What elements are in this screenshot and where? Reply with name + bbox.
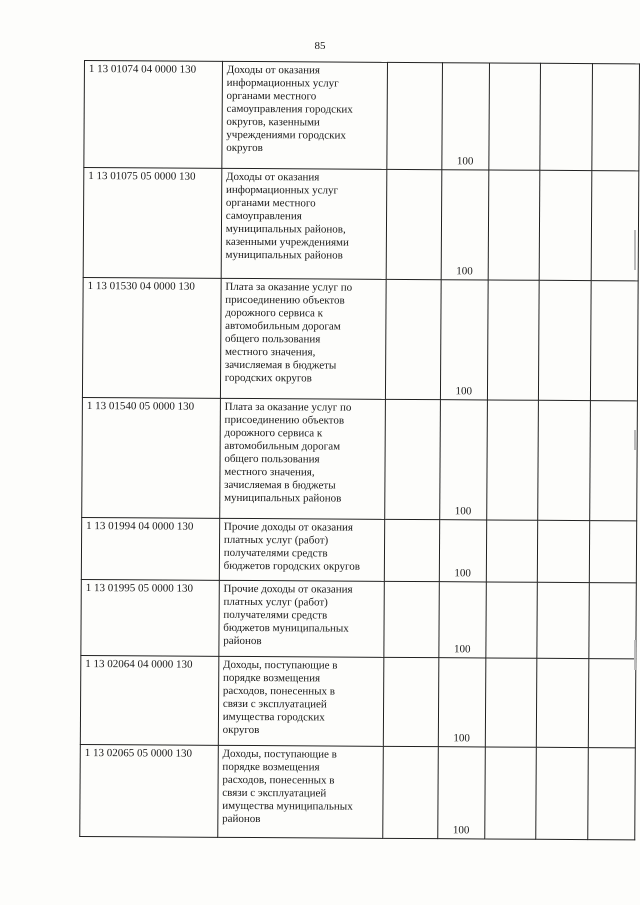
revenue-name-line: округов: [222, 723, 260, 737]
revenue-name-line: Доходы от оказания: [226, 170, 320, 184]
empty-cell: [591, 281, 639, 401]
empty-cell: [488, 170, 539, 280]
table-body: [80, 61, 640, 840]
empty-cell: [485, 747, 536, 839]
revenue-name-line: органами местного: [226, 89, 317, 103]
budget-code-cell: 1 13 01995 05 0000 130: [81, 579, 219, 656]
scan-artifact: [634, 230, 636, 270]
revenue-name-cell: [220, 278, 386, 399]
revenue-name-line: дорожного сервиса к: [225, 306, 324, 320]
revenue-name-line: платных услуг (работ): [223, 595, 328, 609]
empty-cell: [537, 400, 590, 520]
revenue-name-line: имущества городских: [222, 710, 325, 724]
revenue-name-line: органами местного: [225, 196, 316, 210]
table-row: [81, 579, 636, 658]
revenue-name-cell: [218, 656, 384, 746]
empty-cell: [536, 658, 589, 747]
revenue-name-line: округов: [226, 141, 263, 155]
revenue-name-line: округов, казенными: [226, 115, 320, 129]
empty-cell: [537, 520, 590, 582]
revenue-name-line: расходов, понесенных в: [222, 773, 335, 787]
revenue-name-line: Прочие доходы от оказания: [223, 520, 354, 534]
revenue-name-line: учреждениями городских: [226, 128, 346, 142]
empty-cell: [485, 658, 536, 747]
revenue-name-line: присоединению объектов: [224, 413, 345, 427]
revenue-name-line: Прочие доходы от оказания: [223, 582, 353, 596]
empty-cell: [589, 583, 636, 659]
revenue-name-line: муниципальных районов: [224, 491, 342, 505]
revenue-name-line: порядке возмещения: [222, 671, 321, 685]
table-row: [84, 61, 640, 171]
empty-cell: [489, 63, 540, 170]
empty-cell: [383, 657, 438, 746]
empty-cell: [588, 659, 635, 748]
empty-cell: [540, 63, 593, 170]
revenue-name-cell: [219, 580, 385, 657]
percent-value-cell: 100: [441, 63, 489, 170]
table-row: [81, 517, 636, 582]
percent-value-cell: 100: [437, 747, 485, 839]
budget-code-cell: 1 13 02065 05 0000 130: [80, 744, 218, 837]
revenue-name-cell: [218, 745, 384, 838]
percent-value-cell: 100: [438, 582, 486, 658]
scan-artifact: [634, 430, 636, 450]
budget-code-cell: 1 13 01540 05 0000 130: [82, 397, 220, 518]
empty-cell: [486, 520, 537, 582]
empty-cell: [589, 521, 636, 583]
revenue-name-line: дорожного сервиса к: [224, 426, 323, 440]
revenue-name-cell: [222, 61, 388, 169]
revenue-name-line: городских округов: [224, 371, 312, 385]
revenue-name-line: Плата за оказание услуг по: [225, 280, 353, 294]
empty-cell: [535, 747, 588, 839]
percent-value-cell: 100: [439, 400, 487, 520]
revenue-name-line: самоуправления городских: [226, 102, 353, 116]
revenue-name-line: бюджетов муниципальных: [223, 621, 349, 635]
revenue-name-line: общего пользования: [224, 452, 320, 466]
empty-cell: [385, 399, 440, 519]
empty-cell: [588, 748, 635, 840]
empty-cell: [386, 169, 441, 279]
revenue-name-line: платных услуг (работ): [223, 533, 329, 547]
page-number: 85: [314, 40, 326, 52]
revenue-name-line: муниципальных районов,: [225, 222, 346, 236]
revenue-name-line: районов: [223, 634, 262, 648]
revenue-name-line: общего пользования: [225, 332, 321, 346]
empty-cell: [537, 582, 590, 658]
revenue-name-line: муниципальных районов: [225, 248, 343, 262]
revenue-name-cell: [219, 398, 385, 519]
empty-cell: [383, 746, 438, 838]
empty-cell: [384, 519, 439, 581]
empty-cell: [590, 401, 638, 521]
revenue-name-cell: [221, 168, 387, 279]
scan-artifact: [634, 640, 636, 670]
revenue-name-line: имущества муниципальных: [222, 799, 353, 813]
empty-cell: [592, 64, 639, 171]
budget-code-cell: 1 13 01994 04 0000 130: [81, 517, 219, 580]
revenue-name-line: получателями средств: [223, 546, 328, 560]
revenue-name-line: местного значения,: [224, 465, 315, 479]
revenue-name-line: автомобильным дорогам: [225, 319, 341, 333]
revenue-name-line: получателями средств: [223, 608, 328, 622]
revenue-name-line: связи с эксплуатацией: [222, 786, 327, 800]
revenue-name-line: Плата за оказание услуг по: [224, 400, 352, 414]
table-row: [80, 655, 636, 747]
revenue-name-line: связи с эксплуатацией: [222, 697, 327, 711]
revenue-name-line: бюджетов городских округов: [223, 559, 361, 573]
revenue-name-line: Доходы, поступающие в: [223, 658, 338, 672]
budget-code-cell: 1 13 01074 04 0000 130: [84, 61, 222, 169]
empty-cell: [538, 280, 591, 400]
empty-cell: [488, 280, 539, 400]
empty-cell: [387, 62, 442, 169]
revenue-name-line: Доходы, поступающие в: [222, 747, 337, 761]
percent-value-cell: 100: [438, 658, 486, 747]
revenue-name-line: казенными учреждениями: [225, 235, 349, 249]
percent-value-cell: 100: [439, 520, 487, 582]
revenue-name-line: информационных услуг: [226, 76, 339, 90]
empty-cell: [384, 581, 439, 657]
revenue-name-line: зачисляемая в бюджеты: [224, 358, 337, 372]
revenue-name-line: зачисляемая в бюджеты: [224, 478, 336, 492]
revenue-name-line: автомобильным дорогам: [224, 439, 341, 453]
revenue-name-line: Доходы от оказания: [226, 63, 321, 77]
empty-cell: [591, 171, 638, 281]
revenue-name-line: расходов, понесенных в: [222, 684, 336, 698]
empty-cell: [487, 400, 538, 520]
percent-value-cell: 100: [441, 170, 489, 280]
table-row: [80, 744, 636, 839]
revenue-name-line: информационных услуг: [225, 183, 339, 197]
revenue-table: [79, 60, 640, 840]
table-row: [82, 397, 638, 520]
revenue-name-line: порядке возмещения: [222, 760, 320, 774]
budget-code-cell: 1 13 01530 04 0000 130: [82, 277, 220, 398]
revenue-name-line: присоединению объектов: [225, 293, 345, 307]
revenue-name-line: районов: [222, 812, 261, 826]
revenue-name-line: местного значения,: [224, 345, 316, 359]
budget-code-cell: 1 13 02064 04 0000 130: [80, 655, 218, 745]
empty-cell: [539, 170, 592, 280]
empty-cell: [386, 279, 441, 399]
empty-cell: [486, 582, 537, 658]
table-row: [82, 277, 638, 400]
revenue-name-cell: [219, 518, 385, 581]
budget-code-cell: 1 13 01075 05 0000 130: [83, 168, 221, 279]
revenue-name-line: самоуправления: [225, 209, 302, 223]
percent-value-cell: 100: [440, 280, 488, 400]
table-row: [83, 168, 639, 281]
